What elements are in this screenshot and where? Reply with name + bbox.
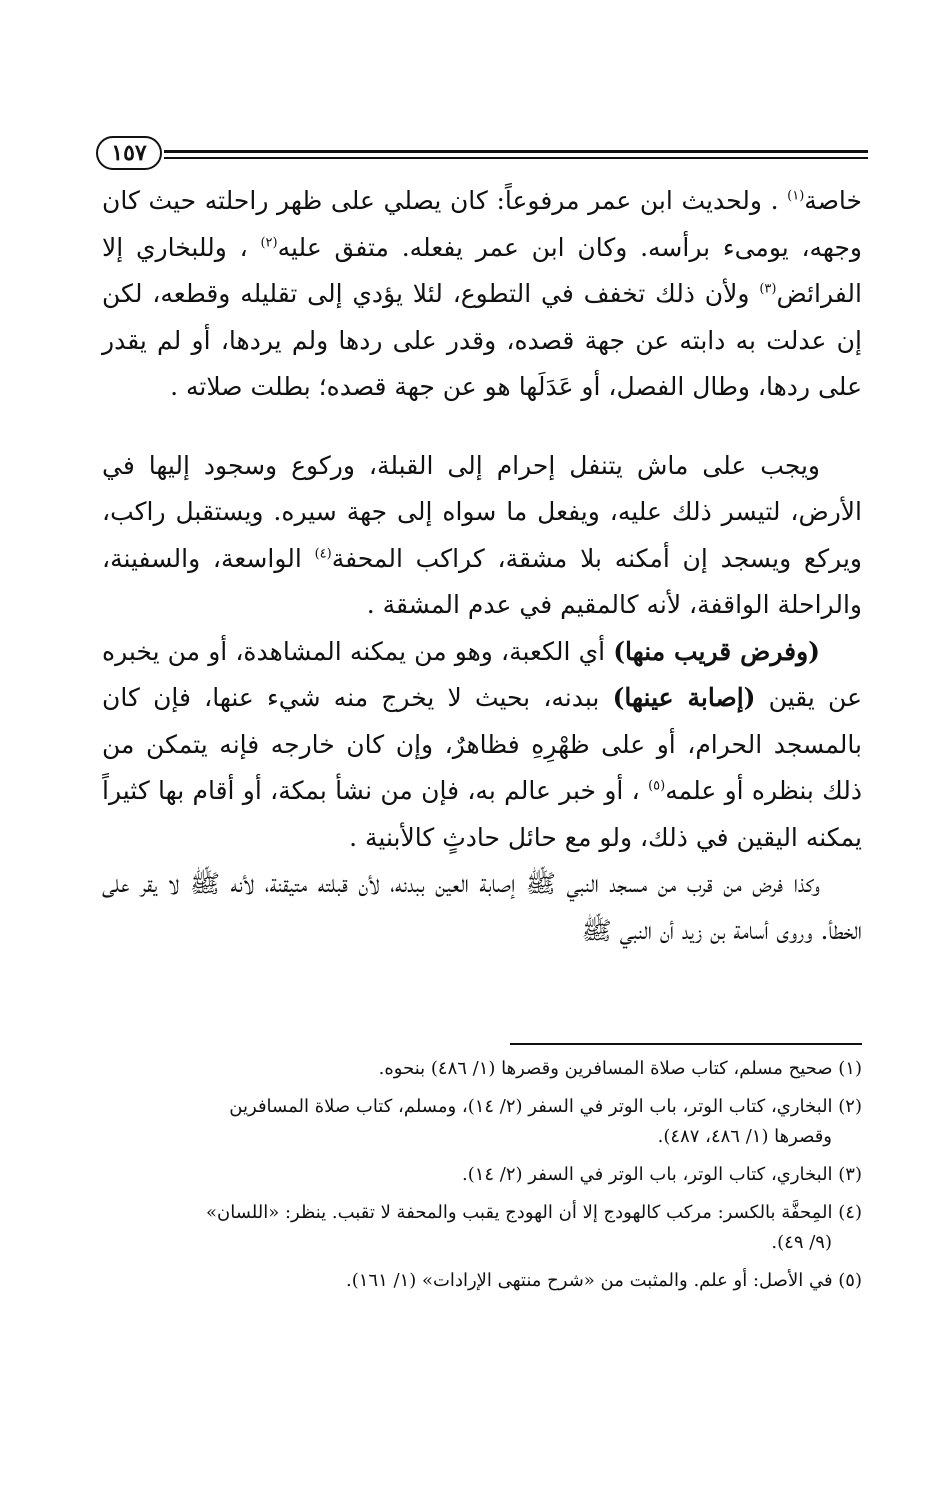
header-rule [164,150,868,153]
footnote-text: (٤) المِحفَّة بالكسر: مركب كالهودج إلا أن الهودج يقبب والمحفة لا تقبب. ينظر: «اللسان» [206,1202,862,1223]
paragraph-gap [102,411,862,443]
footnote-ref-2[interactable]: (٢) [260,235,278,251]
footnote-text: (٢) البخاري، كتاب الوتر، باب الوتر في السفر (٢/ ١٤)، ومسلم، كتاب صلاة المسافرين [229,1096,862,1117]
footnote-3 [102,1160,862,1190]
footnote-continuation: (٩/ ٤٩). [771,1232,832,1253]
footnote-ref-3[interactable]: (٣) [759,281,777,297]
paragraph-3 [102,629,862,862]
footnote-5 [102,1266,862,1296]
paragraph-2 [102,443,862,629]
footnote-ref-1[interactable]: (١) [787,188,805,204]
footnote-text: (١) صحيح مسلم، كتاب صلاة المسافرين وقصرها (١/ ٤٨٦) بنحوه. [378,1058,862,1079]
footnote-text: (٣) البخاري، كتاب الوتر، باب الوتر في السفر (٢/ ١٤). [461,1164,862,1185]
header-rule-inner [164,157,868,159]
footnote-separator [510,1043,862,1045]
text-span: خاصة [804,186,862,215]
footnote-text: (٥) في الأصل: أو علم. والمثبت من «شرح منتهى الإرادات» (١/ ١٦١). [346,1270,862,1291]
text-span: ، أو خبر عالم به، فإن من نشأ بمكة، أو أقام بها كثيراً يمكنه اليقين في ذلك، ولو مع حائل حادثٍ كالأبنية . [102,776,862,852]
text-span: الواسعة، والسفينة، والراحلة الواقفة، لأنه كالمقيم في عدم المشقة . [102,543,862,619]
footnote-continuation: وقصرها (١/ ٤٨٦، ٤٨٧). [657,1126,832,1147]
footnote-ref-4[interactable]: (٤) [314,546,332,562]
main-text [102,178,862,954]
page-number: ١٥٧ [96,136,162,170]
text-span: ويجب على ماش يتنفل إحرام إلى القبلة، وركوع وسجود إليها في الأرض، لتيسر ذلك عليه، ويفعل ما سواه إلى جهة سيره. ويستقبل راكب، ويركع ويسجد إن أمكنه بلا مشقة، كراكب المحفة [102,450,862,573]
text-span: ، وللبخاري إلا الفرائض [102,232,862,308]
text-span: ولأن ذلك تخفف في التطوع، لئلا يؤدي إلى تقليله وقطعه، لكن إن عدلت به دابته عن جهة قصده، وقدر على ردها ولم يردها، أو لم يقدر على ردها، وطال الفصل، أو عَدَلَها هو عن جهة قصده؛ بطلت صلاته . [102,279,862,401]
paragraph-4 [102,861,862,954]
bold-heading: (وفرض قريب منها) [613,636,821,666]
footnote-ref-5[interactable]: (٥) [648,778,666,794]
footnotes [102,1054,862,1304]
text-span: ببدنه، بحيث لا يخرج منه شيء عنها، فإن كان بالمسجد الحرام، أو على ظهْرِهِ فظاهرٌ، وإن كان خارجه فإنه يتمكن من ذلك بنظره أو علمه [102,683,862,805]
footnote-4 [102,1198,862,1258]
text-span: وكذا فرض من قرب من مسجد النبي ﷺ إصابة العين ببدنه، لأن قبلته متيقنة، لأنه ﷺ لا يقر على الخطأ. وروى أسامة بن زيد أن النبي ﷺ [102,869,862,945]
paragraph-1 [102,178,862,411]
text-span: أي الكعبة، وهو من يمكنه المشاهدة، أو من يخبره عن يقين [102,636,862,712]
text-span: . ولحديث ابن عمر مرفوعاً: كان يصلي على ظهر راحلته حيث كان وجهه، يومىء برأسه. وكان ابن عمر يفعله. متفق عليه [102,186,862,262]
bold-heading: (إصابة عينها) [612,683,756,712]
footnote-1 [102,1054,862,1084]
page-header [96,132,868,182]
footnote-2 [102,1092,862,1152]
